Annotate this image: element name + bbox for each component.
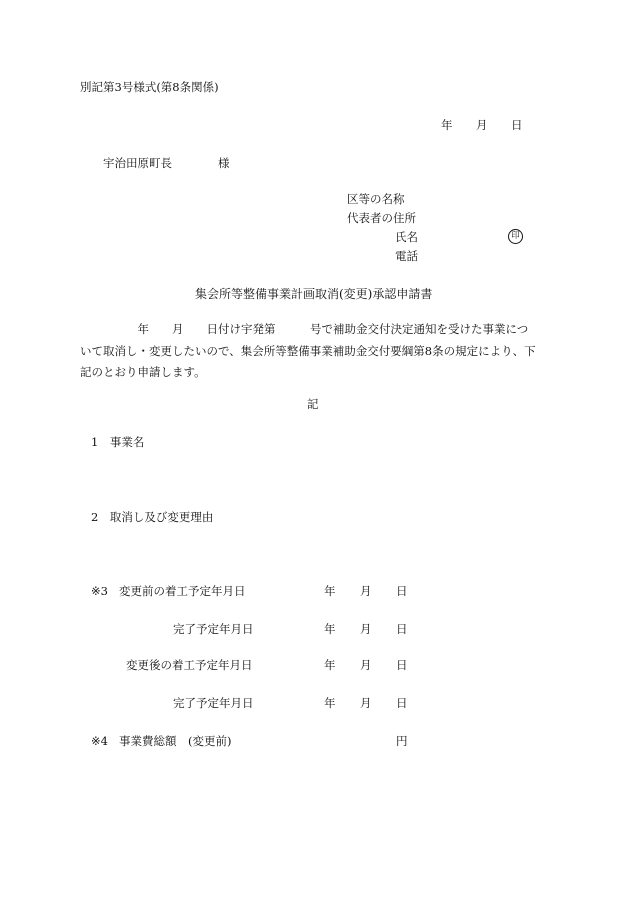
schedule-day: 日 (396, 658, 408, 672)
seal-icon: 印 (508, 229, 523, 244)
addressee-name: 宇治田原町長 (103, 156, 172, 170)
body-paragraph (80, 319, 556, 384)
schedule-day: 日 (396, 584, 408, 598)
schedule-row-label: 完了予定年月日 (173, 696, 254, 710)
district-name-label: 区等の名称 (347, 192, 405, 206)
schedule-row-label: 変更後の着工予定年月日 (126, 658, 253, 672)
item-4-label: 事業費総額 (変更前) (119, 734, 232, 748)
item-3-mark: ※3 (91, 584, 108, 598)
schedule-month: 月 (360, 696, 372, 710)
schedule-year: 年 (324, 696, 336, 710)
schedule-day: 日 (396, 622, 408, 636)
body-line-2: いて取消し・変更したいので、集会所等整備事業補助金交付要綱第8条の規定により、下 (80, 343, 536, 358)
phone-label: 電話 (395, 249, 418, 263)
document-title: 集会所等整備事業計画取消(変更)承認申請書 (195, 287, 433, 301)
body-line-1: 年 月 日付け宇発第 号で補助金交付決定通知を受けた事業につ (80, 322, 529, 336)
yen-unit: 円 (396, 734, 408, 748)
item-4-mark: ※4 (91, 734, 108, 748)
representative-address-label: 代表者の住所 (347, 211, 416, 225)
schedule-year: 年 (324, 658, 336, 672)
date-day: 日 (511, 118, 523, 132)
body-line-3: 記のとおり申請します。 (80, 365, 206, 379)
ki-heading: 記 (307, 397, 319, 411)
schedule-row-label: 完了予定年月日 (173, 622, 254, 636)
item-2-reason: 2 取消し及び変更理由 (91, 510, 214, 524)
applicant-name-label: 氏名 (395, 230, 418, 244)
date-month: 月 (476, 118, 488, 132)
date-year: 年 (441, 118, 453, 132)
schedule-month: 月 (360, 622, 372, 636)
item-1-project-name: 1 事業名 (91, 435, 145, 449)
schedule-month: 月 (360, 584, 372, 598)
addressee-honorific: 様 (218, 156, 230, 170)
schedule-year: 年 (324, 584, 336, 598)
form-reference: 別記第3号様式(第8条関係) (80, 80, 219, 94)
schedule-year: 年 (324, 622, 336, 636)
schedule-row-label: 変更前の着工予定年月日 (119, 584, 246, 598)
schedule-day: 日 (396, 696, 408, 710)
schedule-month: 月 (360, 658, 372, 672)
